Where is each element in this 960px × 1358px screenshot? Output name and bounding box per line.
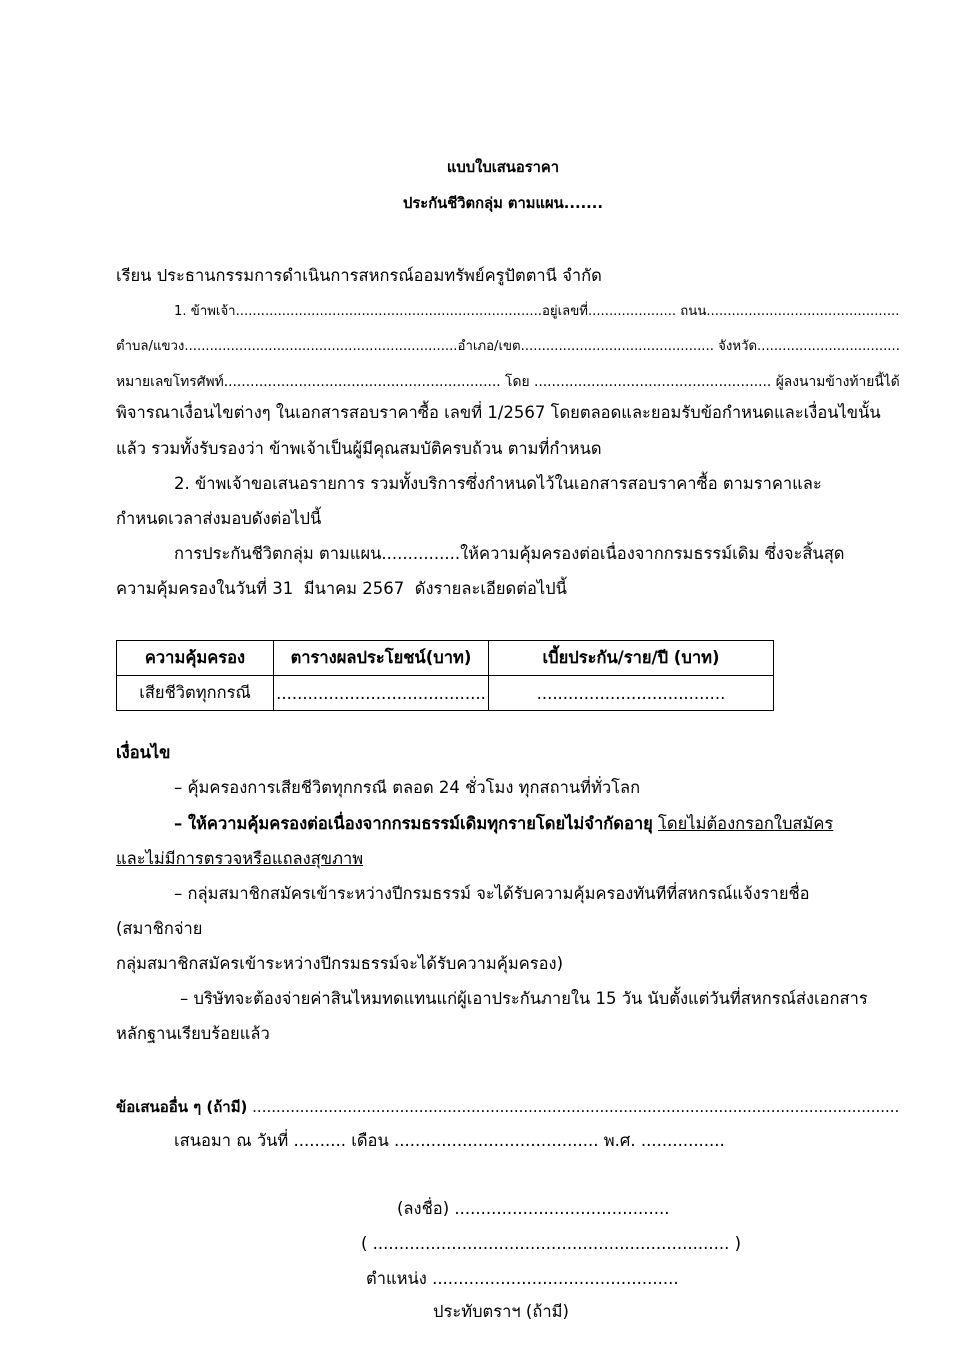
condition-2-line2: และไม่มีการตรวจหรือแถลงสุขภาพ — [116, 849, 364, 868]
table-cell: .................................... — [489, 676, 774, 711]
offer-date-line: เสนอมา ณ วันที่ .......... เดือน ....................................... พ.ศ. ................ — [174, 1131, 725, 1150]
table-header-cell: ความคุ้มครอง — [117, 641, 274, 676]
condition-2-line1 — [174, 813, 833, 835]
table-row — [117, 676, 774, 711]
condition-3-line2: (สมาชิกจ่าย — [116, 919, 203, 938]
section2-line2: กำหนดเวลาส่งมอบดังต่อไปนี้ — [116, 509, 322, 528]
section1-line1: 1. ข้าพเจ้า.........................................................................อยู่เลขที่..................... ถนน.............................................. — [174, 304, 900, 319]
printed-name-line: ( .................................................................... ) — [361, 1234, 742, 1253]
section2-line4: ความคุ้มครองในวันที่ 31 มีนาคม 2567 ดังรายละเอียดต่อไปนี้ — [116, 579, 567, 598]
stamp-note: ประทับตราฯ (ถ้ามี) — [433, 1302, 569, 1321]
condition-4-line1: – บริษัทจะต้องจ่ายค่าสินไหมทดแทนแก่ผู้เอาประกันภายใน 15 วัน นับตั้งแต่วันที่สหกรณ์ส่งเอกสาร — [180, 989, 868, 1008]
condition-1: – คุ้มครองการเสียชีวิตทุกกรณี ตลอด 24 ชั่วโมง ทุกสถานที่ทั่วโลก — [174, 778, 641, 797]
condition-2-bold: – ให้ความคุ้มครองต่อเนื่องจากกรมธรรม์เดิมทุกรายโดยไม่จำกัดอายุ — [174, 814, 653, 833]
other-offer-label: ข้อเสนออื่น ๆ (ถ้ามี) — [116, 1098, 248, 1116]
condition-3-line1: – กลุ่มสมาชิกสมัครเข้าระหว่างปีกรมธรรม์ จะได้รับความคุ้มครองทันทีที่สหกรณ์แจ้งรายชื่อ — [174, 884, 810, 903]
other-offer-dots: ........................................................................................................................................ — [252, 1098, 900, 1116]
section1-line3: หมายเลขโทรศัพท์............................................................... โดย ...................................................... ผู้ลงนามข้างท้ายนี้ได้ — [116, 374, 900, 390]
coverage-table — [116, 640, 774, 711]
signature-line: (ลงชื่อ) ......................................... — [397, 1199, 670, 1218]
addressee: เรียน ประธานกรรมการดำเนินการสหกรณ์ออมทรัพย์ครูปัตตานี จำกัด — [116, 266, 602, 285]
section1-line2: ตำบล/แขวง.................................................................อำเภอ/เขต.............................................. จังหวัด.................................. — [116, 339, 900, 354]
condition-4-line2: หลักฐานเรียบร้อยแล้ว — [116, 1024, 270, 1043]
position-line: ตำแหน่ง ............................................... — [366, 1269, 679, 1288]
condition-3-line3: กลุ่มสมาชิกสมัครเข้าระหว่างปีกรมธรรม์จะได้รับความคุ้มครอง) — [116, 954, 564, 973]
section1-line4: พิจารณาเงื่อนไขต่างๆ ในเอกสารสอบราคาซื้อ เลขที่ 1/2567 โดยตลอดและยอมรับข้อกำหนดและเงื่อนไขนั้น — [116, 403, 881, 422]
conditions-heading: เงื่อนไข — [116, 743, 171, 762]
other-offer-line — [116, 1096, 899, 1118]
section2-line3: การประกันชีวิตกลุ่ม ตามแผน...............ให้ความคุ้มครองต่อเนื่องจากกรมธรรม์เดิม ซึ่งจะสิ้นสุด — [174, 544, 845, 563]
table-header-cell: เบี้ยประกัน/ราย/ปี (บาท) — [489, 641, 774, 676]
section2-line1: 2. ข้าพเจ้าขอเสนอรายการ รวมทั้งบริการซึ่งกำหนดไว้ในเอกสารสอบราคาซื้อ ตามราคาและ — [174, 474, 822, 493]
table-cell: ........................................ — [274, 676, 489, 711]
condition-2-underline: โดยไม่ต้องกรอกใบสมัคร — [658, 814, 834, 833]
form-subtitle: ประกันชีวิตกลุ่ม ตามแผน....... — [403, 195, 603, 212]
section1-line5: แล้ว รวมทั้งรับรองว่า ข้าพเจ้าเป็นผู้มีคุณสมบัติครบถ้วน ตามที่กำหนด — [116, 439, 602, 458]
table-header-cell: ตารางผลประโยชน์(บาท) — [274, 641, 489, 676]
form-title: แบบใบเสนอราคา — [446, 159, 560, 176]
table-header-row — [117, 641, 774, 676]
table-cell: เสียชีวิตทุกกรณี — [117, 676, 274, 711]
